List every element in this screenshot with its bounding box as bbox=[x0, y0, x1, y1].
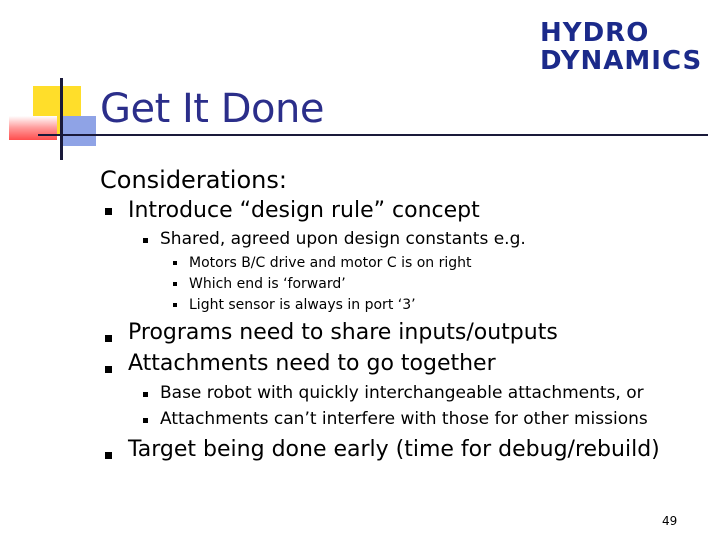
sub-sub-bullet-item: Motors B/C drive and motor C is on right bbox=[189, 255, 472, 271]
sub-sub-bullet-marker bbox=[173, 261, 177, 265]
page-number: 49 bbox=[662, 514, 678, 528]
sub-sub-bullet-marker bbox=[173, 282, 177, 286]
sub-bullet-item: Attachments can’t interfere with those for other missions bbox=[160, 409, 648, 429]
bullet-attachments: Attachments need to go together bbox=[128, 351, 496, 376]
decor-red-square bbox=[9, 116, 57, 140]
title-underline bbox=[38, 134, 708, 136]
bullet-marker bbox=[105, 452, 112, 459]
bullet-share-io: Programs need to share inputs/outputs bbox=[128, 320, 558, 345]
logo-text-line2: DYNAMICS bbox=[540, 46, 703, 76]
bullet-marker bbox=[105, 208, 112, 215]
bullet-marker bbox=[105, 335, 112, 342]
decor-blue-square bbox=[60, 116, 96, 146]
sub-sub-bullet-item: Which end is ‘forward’ bbox=[189, 276, 346, 292]
decor-vertical-line bbox=[60, 78, 63, 160]
sub-sub-bullet-marker bbox=[173, 303, 177, 307]
sub-bullet-marker bbox=[143, 392, 148, 397]
slide-title: Get It Done bbox=[100, 86, 324, 132]
bullet-marker bbox=[105, 366, 112, 373]
sub-sub-bullet-item: Light sensor is always in port ‘3’ bbox=[189, 297, 416, 313]
sub-bullet-marker bbox=[143, 238, 148, 243]
bullet-design-rule: Introduce “design rule” concept bbox=[128, 198, 480, 223]
section-heading: Considerations: bbox=[100, 166, 287, 194]
hydrodynamics-logo bbox=[540, 12, 705, 76]
bullet-target-early: Target being done early (time for debug/rebuild) bbox=[128, 437, 660, 462]
sub-bullet-design-constants: Shared, agreed upon design constants e.g. bbox=[160, 229, 526, 249]
sub-bullet-marker bbox=[143, 418, 148, 423]
sub-bullet-item: Base robot with quickly interchangeable attachments, or bbox=[160, 383, 644, 403]
logo-text-line1: HYDRO bbox=[540, 18, 650, 48]
